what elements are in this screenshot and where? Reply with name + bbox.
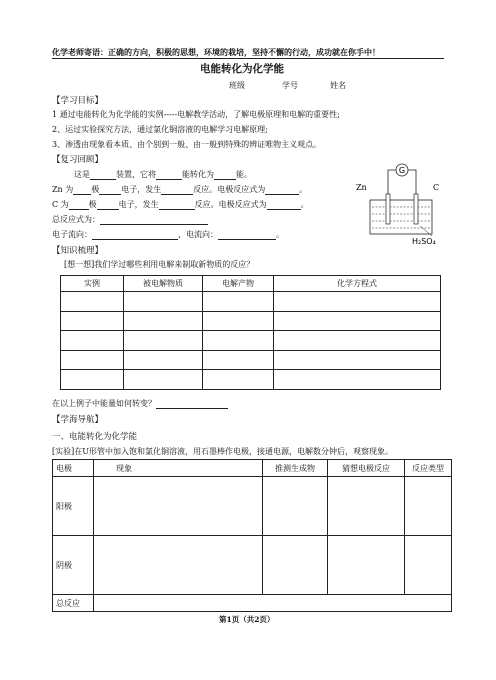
beaker: [370, 200, 432, 234]
header-rule: [52, 58, 444, 59]
row-label: 阴极: [53, 536, 94, 595]
table-header: 被电解物质: [124, 276, 203, 292]
table-header: 电解产物: [203, 276, 274, 292]
zn-electrode-label: Zn: [356, 183, 367, 192]
galvanometer-label: G: [398, 166, 406, 175]
table-row: [53, 536, 452, 595]
table-row: [61, 292, 441, 312]
table-row: [61, 350, 441, 370]
guide-heading: 【学海导航】: [52, 415, 104, 425]
row-label: 总反应: [53, 595, 94, 612]
table-header: 猜想电极反应: [328, 460, 405, 477]
c-electrode-label: C: [433, 183, 440, 192]
review-flow-line: 电子流向： ，电流向： 。: [52, 230, 284, 239]
acid-label: H₂SO₄: [412, 237, 436, 245]
electrolysis-table: [52, 459, 452, 612]
table-header: 化学方程式: [274, 276, 441, 292]
c-electrode: [414, 194, 418, 224]
table-row: [61, 331, 441, 351]
page-title: 电能转化为化学能: [200, 63, 284, 75]
table-header: 现象: [94, 460, 263, 477]
knowledge-heading: 【知识梳理】: [52, 246, 104, 256]
row-label: 阳极: [53, 477, 94, 536]
table-header: 推测生成物: [263, 460, 328, 477]
goal-item: 2、运过实验探究方法，通过氯化铜溶液的电解学习电解原理;: [52, 125, 268, 134]
teacher-slogan: 化学老师寄语：正确的方向，积极的思想，环境的栽培，坚持不懈的行动，成功就在你手中！: [52, 47, 380, 57]
review-line-1: 这是 装置，它将 能转化为 能。: [74, 170, 252, 179]
review-c-line: C 为 极 电子，发生 反应。电极反应式为 。: [52, 200, 309, 209]
table-header: 反应类型: [405, 460, 452, 477]
goal-item: 3、渗透由现象看本质、由个别到一般、由一般到特殊的辨证唯物主义观点。: [52, 140, 322, 149]
review-heading: 【复习回顾】: [52, 155, 104, 165]
name-label: 姓名: [330, 81, 346, 90]
class-label: 班级: [229, 81, 245, 90]
galvanic-cell-diagram: [350, 160, 450, 245]
page-number: 第1页（共2页）: [219, 615, 275, 624]
table-row: [61, 370, 441, 390]
goals-heading: 【学习目标】: [52, 96, 104, 106]
energy-question: 在以上例子中能量如何转变？: [52, 398, 228, 409]
review-zn-line: Zn 为 极 电子，发生 反应。电极反应式为 。: [52, 185, 308, 194]
review-total-line: 总反应式为：: [52, 214, 208, 225]
table-row: [61, 311, 441, 331]
knowledge-question: [想一想]我们学过哪些利用电解来制取新物质的反应？: [64, 260, 255, 269]
goal-item: 1 通过电能转化为化学能的实例-----电解教学活动，了解电极原理和电解的重要性;: [52, 110, 340, 119]
number-label: 学号: [282, 81, 298, 90]
zn-electrode: [386, 194, 390, 224]
examples-table: [60, 275, 441, 390]
experiment-instruction: [实验]在U形管中加入饱和氯化铜溶液，用石墨棒作电极，接通电源，电解数分钟后，观察现象。: [52, 447, 393, 456]
table-row: [53, 477, 452, 536]
table-header: 电极: [53, 460, 94, 477]
guide-section-title: 一、电能转化为化学能: [52, 432, 138, 442]
table-row: [53, 595, 452, 612]
table-header: 实例: [61, 276, 124, 292]
